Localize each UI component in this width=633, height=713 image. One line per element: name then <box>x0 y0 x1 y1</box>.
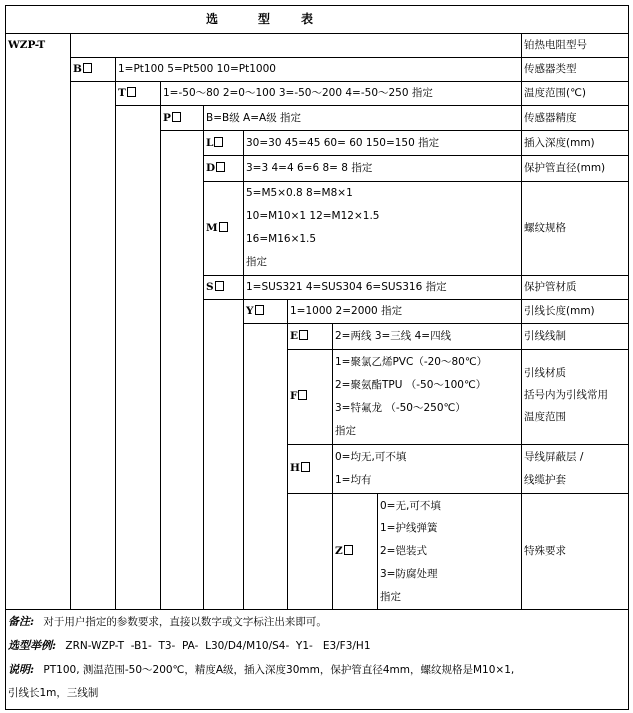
opt-line-p <box>203 105 204 130</box>
rule-notes <box>5 609 628 610</box>
desc-l: 插入深度(mm) <box>524 137 595 149</box>
opt-line-y <box>287 299 288 323</box>
table-border-right <box>628 5 629 710</box>
code-h: H <box>290 461 310 475</box>
desc-h-1: 导线屏蔽层 / <box>524 451 584 463</box>
desc-e: 引线线制 <box>524 330 566 342</box>
code-box-e <box>299 330 308 340</box>
options-m-4: 指定 <box>246 256 267 268</box>
code-box-h <box>301 462 310 472</box>
model-description: 铂热电阻型号 <box>524 39 587 51</box>
rule-h <box>287 493 628 494</box>
code-box-b <box>83 63 92 73</box>
col-line-desc <box>521 33 522 609</box>
opt-line-b <box>115 57 116 81</box>
options-d: 3=3 4=4 6=6 8= 8 指定 <box>246 162 373 174</box>
col-line-t <box>115 81 116 609</box>
col-line-p <box>160 105 161 609</box>
code-box-y <box>255 305 264 315</box>
col-line-l <box>203 130 204 609</box>
remark-text: 对于用户指定的参数要求，直接以数字或文字标注出来即可。 <box>43 616 327 628</box>
desc-s: 保护管材质 <box>524 281 577 293</box>
code-box-f <box>298 390 307 400</box>
model-code: WZP-T <box>8 39 46 51</box>
explain-text-2: 引线长1m，三线制 <box>8 687 99 699</box>
desc-f-3: 温度范围 <box>524 411 566 423</box>
title-char-2: 型 <box>258 12 272 26</box>
rule-l <box>203 155 628 156</box>
options-h-1: 0=均无,可不填 <box>335 451 407 463</box>
code-d: D <box>206 161 225 175</box>
code-e: E <box>290 329 308 343</box>
code-box-p <box>172 112 181 122</box>
title-char-1: 选 <box>206 12 220 26</box>
code-box-l <box>214 137 223 147</box>
desc-f-1: 引线材质 <box>524 367 566 379</box>
title-char-3: 表 <box>301 12 315 26</box>
options-m-2: 10=M10×1 12=M12×1.5 <box>246 210 380 222</box>
col-line-y <box>243 299 244 609</box>
code-f: F <box>290 389 307 403</box>
options-m-3: 16=M16×1.5 <box>246 233 317 245</box>
rule-f <box>287 444 628 445</box>
desc-h-2: 线缆护套 <box>524 474 566 486</box>
col-line-b <box>70 33 71 609</box>
options-z-2: 1=护线弹簧 <box>380 522 438 534</box>
rule-p <box>160 130 628 131</box>
opt-line-t <box>160 81 161 105</box>
options-f-3: 3=特氟龙 （-50～250℃） <box>335 402 466 414</box>
options-t: 1=-50～80 2=0～100 3=-50～200 4=-50～250 指定 <box>163 87 433 99</box>
table-border-top <box>5 5 628 6</box>
desc-t: 温度范围(℃) <box>524 87 586 99</box>
table-border-bottom <box>5 709 628 710</box>
rule-d <box>203 181 628 182</box>
col-line-z <box>332 493 333 609</box>
options-f-4: 指定 <box>335 425 356 437</box>
options-h-2: 1=均有 <box>335 474 372 486</box>
explain-line <box>8 663 514 677</box>
example-line <box>8 639 371 653</box>
code-box-m <box>219 222 228 232</box>
desc-p: 传感器精度 <box>524 112 577 124</box>
rule-b <box>70 81 628 82</box>
code-b: B <box>73 62 92 76</box>
explain-line-2 <box>8 686 98 700</box>
code-box-t <box>127 87 136 97</box>
opt-line-z <box>377 493 378 609</box>
code-t: T <box>118 86 136 100</box>
desc-y: 引线长度(mm) <box>524 305 595 317</box>
options-y: 1=1000 2=2000 指定 <box>290 305 403 317</box>
options-e: 2=两线 3=三线 4=四线 <box>335 330 452 342</box>
options-f-1: 1=聚氯乙烯PVC（-20～80℃） <box>335 356 488 368</box>
rule-t <box>115 105 628 106</box>
rule-s <box>203 299 628 300</box>
table-border-left <box>5 5 6 710</box>
code-p: P <box>163 111 181 125</box>
code-box-d <box>216 162 225 172</box>
options-p: B=B级 A=A级 指定 <box>206 112 302 124</box>
col-line-e <box>287 323 288 609</box>
explain-label: 说明: <box>8 663 35 676</box>
example-text: ZRN-WZP-T -B1- T3- PA- L30/D4/M10/S4- Y1- E3/F3/H1 <box>65 640 371 652</box>
code-z: Z <box>335 544 353 558</box>
explain-text: PT100, 测温范围-50～200℃，精度A级，插入深度30mm，保护管直径4mm，螺纹规格是M10×1, <box>43 664 515 676</box>
rule-y <box>243 323 628 324</box>
desc-b: 传感器类型 <box>524 63 577 75</box>
remark-label: 备注: <box>8 615 35 628</box>
rule-title <box>5 33 628 34</box>
rule-e <box>287 349 628 350</box>
desc-f-2: 括号内为引线常用 <box>524 389 608 401</box>
desc-z: 特殊要求 <box>524 545 566 557</box>
options-m-1: 5=M5×0.8 8=M8×1 <box>246 187 353 199</box>
desc-m: 螺纹规格 <box>524 222 566 234</box>
options-b: 1=Pt100 5=Pt500 10=Pt1000 <box>118 63 276 75</box>
options-z-1: 0=无,可不填 <box>380 500 441 512</box>
remark-line <box>8 615 327 629</box>
rule-m <box>203 275 628 276</box>
example-label: 选型举例: <box>8 639 57 652</box>
code-box-s <box>215 281 224 291</box>
options-z-5: 指定 <box>380 591 401 603</box>
code-l: L <box>206 136 223 150</box>
rule-model <box>70 57 628 58</box>
code-s: S <box>206 280 224 294</box>
options-z-3: 2=铠装式 <box>380 545 427 557</box>
code-m: M <box>206 221 228 235</box>
desc-d: 保护管直径(mm) <box>524 162 606 174</box>
options-s: 1=SUS321 4=SUS304 6=SUS316 指定 <box>246 281 447 293</box>
code-y: Y <box>246 304 264 318</box>
options-l: 30=30 45=45 60= 60 150=150 指定 <box>246 137 440 149</box>
code-box-z <box>344 545 353 555</box>
options-z-4: 3=防腐处理 <box>380 568 438 580</box>
options-f-2: 2=聚氨酯TPU （-50～100℃） <box>335 379 487 391</box>
